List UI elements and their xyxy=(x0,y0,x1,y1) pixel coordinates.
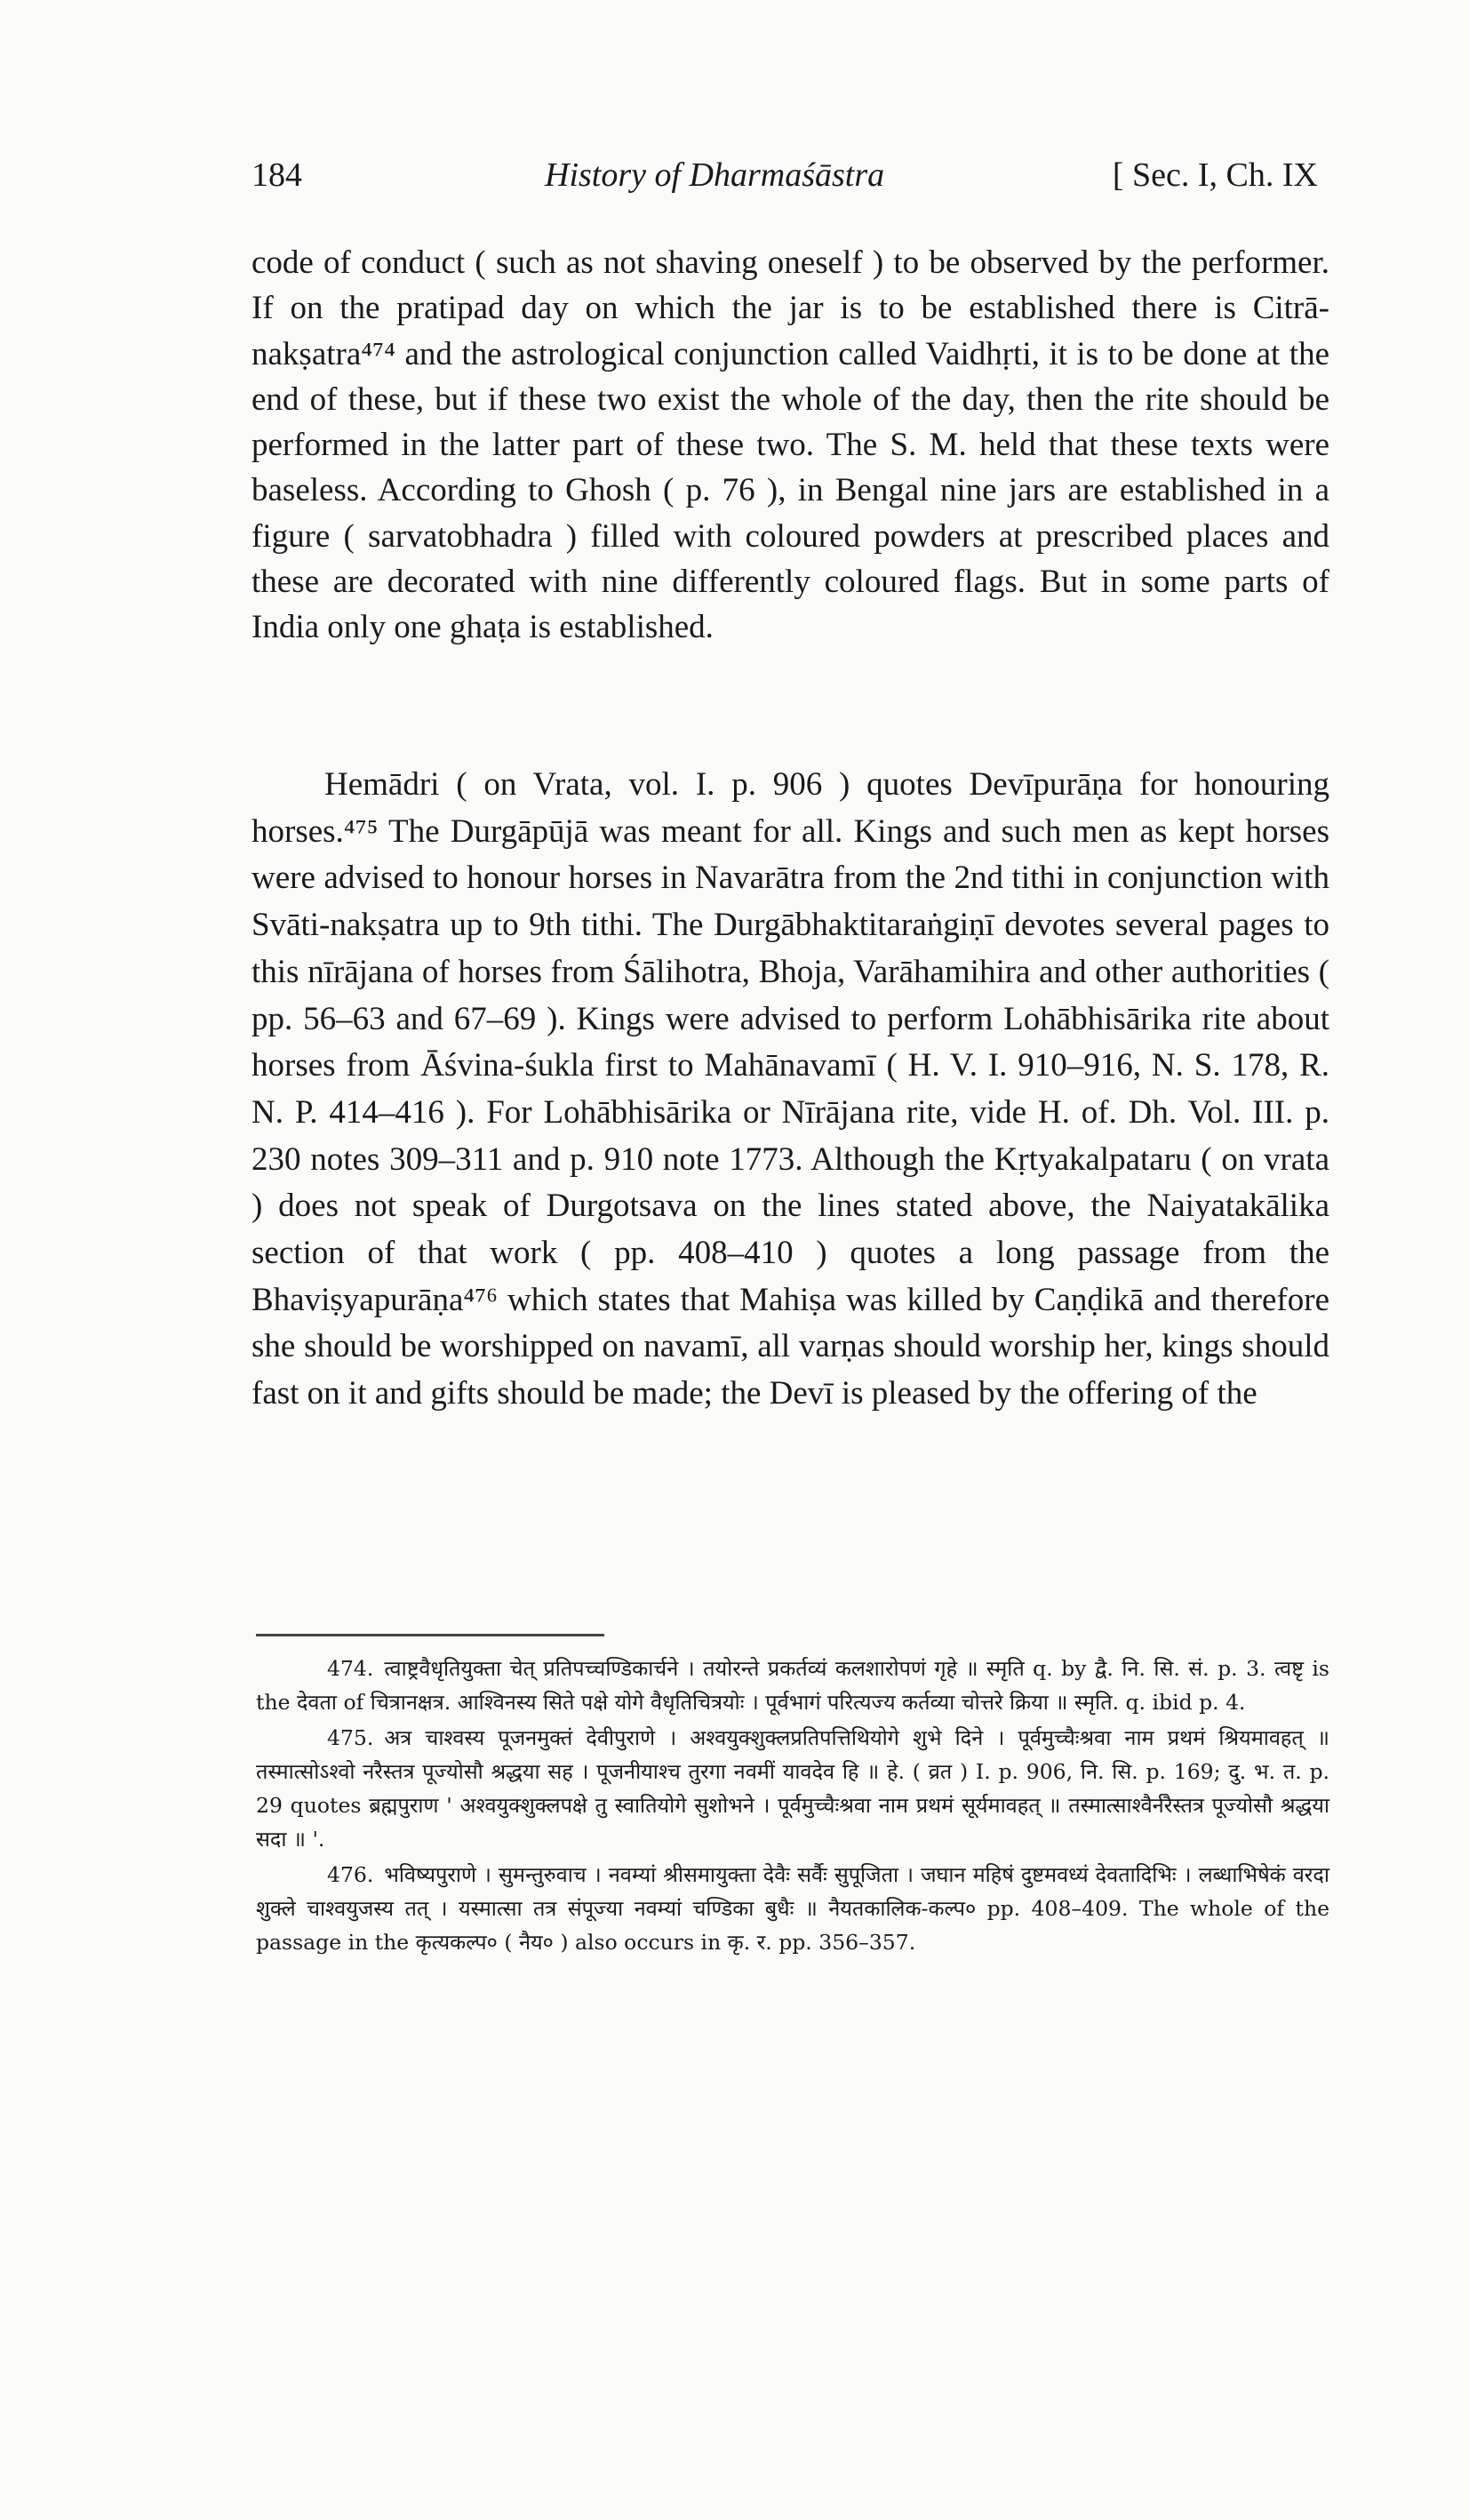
footnote-475 xyxy=(256,1721,1329,1856)
footnote-number: 474. xyxy=(327,1656,374,1681)
paragraph-text: code of conduct ( such as not shaving oneself ) to be observed by the performer. If on the pratipad day on which the jar is to be established there is Citrā-nakṣatra⁴⁷⁴ and the astrological conjunction called Vaidhṛti, it is to be done at the end of these, but if these two exist the whole of the day, then the rite should be performed in the latter part of these two. The S. M. held that these texts were baseless. According to Ghosh ( p. 76 ), in Bengal nine jars are established in a figure ( sarvatobhadra ) filled with coloured powders at prescribed places and these are decorated with nine differently coloured flags. But in some parts of India only one ghaṭa is established. xyxy=(251,244,1329,646)
page-number: 184 xyxy=(251,156,302,194)
footnote-474 xyxy=(256,1652,1329,1719)
footnote-text: अत्र चाश्वस्य पूजनमुक्तं देवीपुराणे । अश्वयुक्शुक्लप्रतिपत्तिथियोगे शुभे दिने । पूर्वमुच्चैःश्रवा नाम प्रथमं श्रियमावहत् ॥ तस्मात्सोऽश्वो नरैस्तत्र पूज्योसौ श्रद्धया सह । पूजनीयाश्च तुरगा नवमीं यावदेव हि ॥ हे. ( व्रत ) I. p. 906, नि. सि. p. 169; दु. भ. त. p. 29 quotes ब्रह्मपुराण ' अश्वयुक्शुक्लपक्षे तु स्वातियोगे सुशोभने । पूर्वमुच्चैःश्रवा नाम प्रथमं सूर्यमावहत् ॥ तस्मात्साश्वैर्नरैस्तत्र पूज्योसौ श्रद्धया सदा ॥ '. xyxy=(256,1725,1329,1852)
footnote-text: त्वाष्ट्रवैधृतियुक्ता चेत् प्रतिपच्चण्डिकार्चने । तयोरन्ते प्रकर्तव्यं कलशारोपणं गृहे ॥ स्मृति q. by द्वै. नि. सि. सं. p. 3. त्वष्टृ is the देवता of चित्रानक्षत्र. आश्विनस्य सिते पक्षे योगे वैधृतिचित्रयोः । पूर्वभागं परित्यज्य कर्तव्या चोत्तरे क्रिया ॥ स्मृति. q. ibid p. 4. xyxy=(256,1656,1329,1715)
footnote-text: भविष्यपुराणे । सुमन्तुरुवाच । नवम्यां श्रीसमायुक्ता देवैः सर्वैः सुपूजिता । जघान महिषं दुष्टमवध्यं देवतादिभिः । लब्धाभिषेकं वरदा शुक्ले चाश्वयुजस्य तत् । यस्मात्सा तत्र संपूज्या नवम्यां चण्डिका बुधैः ॥ नैयतकालिक-कल्प० pp. 408–409. The whole of the passage in the कृत्यकल्प० ( नैय० ) also occurs in कृ. र. pp. 356–357. xyxy=(256,1862,1329,1955)
footnote-number: 475. xyxy=(327,1725,374,1750)
footnote-separator xyxy=(256,1634,604,1636)
running-header xyxy=(251,156,1318,209)
body-paragraph-2 xyxy=(251,762,1329,1418)
section-label: [ Sec. I, Ch. IX xyxy=(1112,156,1318,194)
running-title: History of Dharmaśāstra xyxy=(545,156,885,194)
footnotes xyxy=(256,1652,1329,1961)
paragraph-text: Hemādri ( on Vrata, vol. I. p. 906 ) quotes Devīpurāṇa for honouring horses.⁴⁷⁵ The Durgāpūjā was meant for all. Kings and such men as kept horses were advised to honour horses in Navarātra from the 2nd tithi in conjunction with Svāti-nakṣatra up to 9th tithi. The Durgābhaktitaraṅgiṇī devotes several pages to this nīrājana of horses from Śālihotra, Bhoja, Varāhamihira and other authorities ( pp. 56–63 and 67–69 ). Kings were advised to perform Lohābhisārika rite about horses from Āśvina-śukla first to Mahānavamī ( H. V. I. 910–916, N. S. 178, R. N. P. 414–416 ). For Lohābhisārika or Nīrājana rite, vide H. of. Dh. Vol. III. p. 230 notes 309–311 and p. 910 note 1773. Although the Kṛtyakalpataru ( on vrata ) does not speak of Durgotsava on the lines stated above, the Naiyatakālika section of that work ( pp. 408–410 ) quotes a long passage from the Bhaviṣyapurāṇa⁴⁷⁶ which states that Mahiṣa was killed by Caṇḍikā and therefore she should be worshipped on navamī, all varṇas should worship her, kings should fast on it and gifts should be made; the Devī is pleased by the offering of the xyxy=(251,766,1329,1412)
body-paragraph-1 xyxy=(251,240,1329,651)
footnote-476 xyxy=(256,1858,1329,1959)
footnote-number: 476. xyxy=(327,1862,374,1887)
